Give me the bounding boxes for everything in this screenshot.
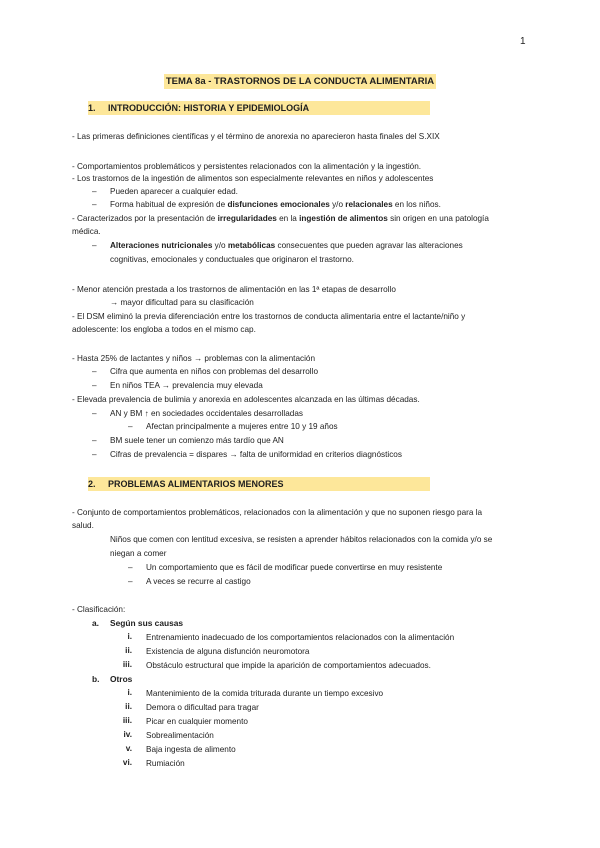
roman-numeral: i. [127,632,132,641]
list-item-text: AN y BM ↑ en sociedades occidentales desarrolladas [110,409,303,418]
paragraph: - Comportamientos problemáticos y persistentes relacionados con la alimentación y la ingestión. [72,162,422,171]
title-wrap [0,71,600,89]
list-item-nested: – Afectan principalmente a mujeres entre 10 y 19 años [128,422,338,431]
paragraph [72,213,489,224]
list-item: – Un comportamiento que es fácil de modificar puede convertirse en muy resistente [128,563,443,572]
roman-numeral: i. [127,688,132,697]
text-run: en los niños. [392,200,441,209]
list-item-text: BM suele tener un comienzo más tardío que AN [110,436,284,445]
text-run: sin origen en una patología [387,214,489,223]
paragraph: - Conjunto de comportamientos problemáticos, relacionados con la alimentación y que no suponen riesgo para la [72,508,483,517]
text-run: - Caracterizados por la presentación de [72,214,218,223]
list-item-text: Rumiación [146,759,185,768]
paragraph: - Clasificación: [72,605,126,614]
list-item-text: Un comportamiento que es fácil de modificar puede convertirse en muy resistente [146,563,443,572]
paragraph-sub: → mayor dificultad para su clasificación [110,298,254,307]
paragraph: - Elevada prevalencia de bulimia y anorexia en adolescentes alcanzada en las últimas décadas. [72,395,420,404]
roman-numeral: v. [125,744,132,753]
list-item-text: Sobrealimentación [146,731,214,740]
list-item: – Forma habitual de expresión de disfunciones emocionales y/o relacionales en los niños. [92,200,441,209]
roman-numeral: ii. [125,646,132,655]
list-item-text: Pueden aparecer a cualquier edad. [110,187,238,196]
list-label: Otros [110,674,133,684]
bold-run: disfunciones emocionales [227,200,330,209]
list-item-text: A veces se recurre al castigo [146,577,251,586]
document-title: TEMA 8a - TRASTORNOS DE LA CONDUCTA ALIMENTARIA [165,76,435,87]
paragraph-cont: niegan a comer [110,549,167,558]
paragraph: - Las primeras definiciones científicas y el término de anorexia no aparecieron hasta finales del S.XIX [72,132,440,141]
roman-numeral: iii. [122,716,132,725]
list-item-text: Picar en cualquier momento [146,717,248,726]
list-item-text: Obstáculo estructural que impide la aparición de comportamientos adecuados. [146,661,431,670]
section-1-number: 1. [88,103,96,113]
list-item: – Cifras de prevalencia = dispares → falta de uniformidad en criterios diagnósticos [92,450,402,459]
paragraph: - El DSM eliminó la previa diferenciación entre los trastornos de conducta alimentaria entre el lactante/niño y [72,312,466,321]
section-2-number: 2. [88,479,96,489]
paragraph: - Hasta 25% de lactantes y niños → problemas con la alimentación [72,354,316,363]
page-number: 1 [520,36,526,47]
paragraph-cont: médica. [72,227,101,236]
list-item: – En niños TEA → prevalencia muy elevada [92,381,263,390]
roman-numeral: iv. [123,730,132,739]
bold-run: Alteraciones nutricionales [110,241,213,250]
list-item-text: Demora o dificultad para tragar [146,703,259,712]
bold-run: metabólicas [227,241,276,250]
list-item-text: Baja ingesta de alimento [146,745,236,754]
list-label: Según sus causas [110,618,184,628]
section-1-title: INTRODUCCIÓN: HISTORIA Y EPIDEMIOLOGÍA [108,103,310,113]
list-item-cont: cognitivas, emocionales y conductuales que originaron el trastorno. [110,255,354,264]
roman-numeral: iii. [122,660,132,669]
roman-numeral: ii. [125,702,132,711]
paragraph-cont: adolescente: los engloba a todos en el mismo cap. [72,325,256,334]
section-2-heading [88,477,430,491]
list-item-text: Cifra que aumenta en niños con problemas del desarrollo [110,367,318,376]
roman-numeral: vi. [122,758,132,767]
paragraph-cont: salud. [72,521,94,530]
list-letter: b. [92,674,100,684]
text-run: Forma habitual de expresión de [110,200,228,209]
list-item: – Cifra que aumenta en niños con problemas del desarrollo [92,367,318,376]
list-item-text: Mantenimiento de la comida triturada durante un tiempo excesivo [146,689,384,698]
text-run: y/o [212,241,228,250]
list-item: – BM suele tener un comienzo más tardío que AN [92,436,284,445]
text-run: y/o [329,200,346,209]
list-item-text: Entrenamiento inadecuado de los comportamientos relacionados con la alimentación [146,633,455,642]
list-item-text: Afectan principalmente a mujeres entre 10 y 19 años [146,422,338,431]
list-item: – AN y BM ↑ en sociedades occidentales desarrolladas [92,409,303,418]
list-item-text: Cifras de prevalencia = dispares → falta de uniformidad en criterios diagnósticos [110,450,402,459]
bold-run: irregularidades [217,214,277,223]
list-item-text: Existencia de alguna disfunción neuromotora [146,647,310,656]
list-item: – Pueden aparecer a cualquier edad. [92,187,238,196]
text-run: en la [276,214,300,223]
paragraph: Niños que comen con lentitud excesiva, se resisten a aprender hábitos relacionados con la comida y/o se [110,535,493,544]
text-run: consecuentes que pueden agravar las alteraciones [275,241,463,250]
section-2-title: PROBLEMAS ALIMENTARIOS MENORES [108,479,284,489]
list-item: – Alteraciones nutricionales y/o metabólicas consecuentes que pueden agravar las alteraciones [92,241,463,250]
bold-run: ingestión de alimentos [299,214,388,223]
paragraph: - Los trastornos de la ingestión de alimentos son especialmente relevantes en niños y adolescentes [72,174,434,183]
bold-run: relacionales [345,200,393,209]
list-item: – A veces se recurre al castigo [128,577,251,586]
section-1-heading [88,101,430,115]
list-letter: a. [92,618,99,628]
list-item-text: En niños TEA → prevalencia muy elevada [110,381,263,390]
paragraph: - Menor atención prestada a los trastornos de alimentación en las 1ª etapas de desarrollo [72,285,396,294]
